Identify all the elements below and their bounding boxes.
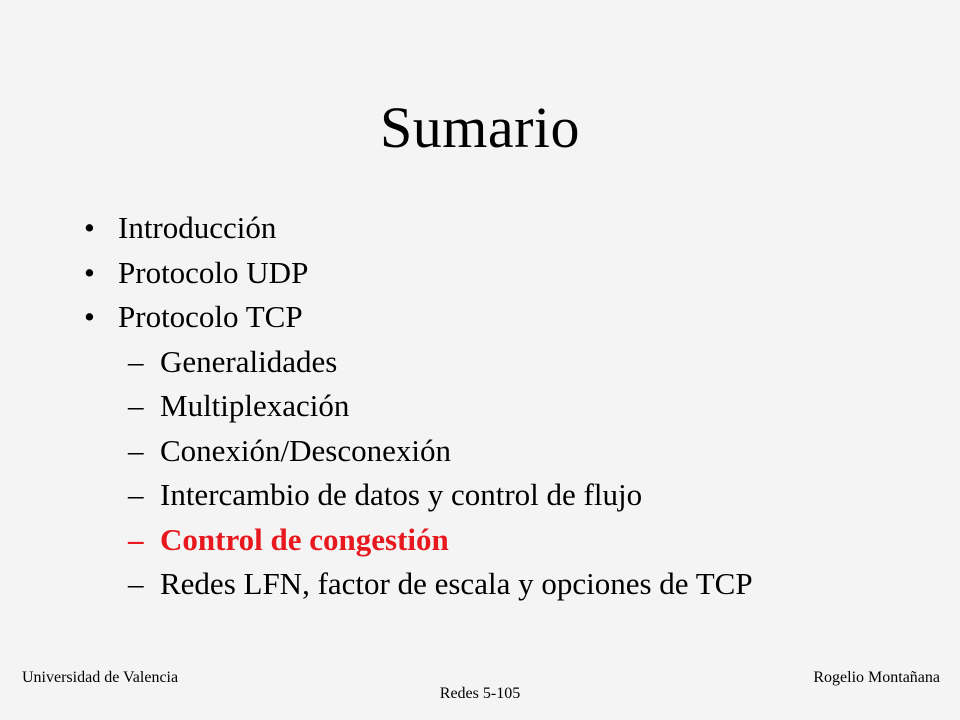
bullet-text: Protocolo UDP (118, 254, 309, 290)
sub-bullet-item (84, 429, 944, 474)
dash-marker: – (128, 343, 144, 379)
bullet-item (84, 206, 944, 251)
bullet-text: Redes LFN, factor de escala y opciones de TCP (160, 566, 753, 601)
sub-bullet-item (84, 473, 944, 518)
dash-marker: – (128, 521, 144, 557)
bullet-marker: • (84, 210, 95, 245)
bullet-text: Generalidades (160, 343, 338, 379)
footer-institution: Universidad de Valencia (22, 669, 179, 686)
bullet-text: Protocolo TCP (118, 299, 303, 334)
sub-bullet-item (84, 384, 944, 429)
bullet-text: Intercambio de datos y control de flujo (160, 477, 643, 512)
sub-bullet-item (84, 562, 944, 607)
bullet-text: Control de congestión (160, 521, 449, 557)
dash-marker: – (128, 566, 144, 601)
bullet-marker: • (84, 254, 95, 290)
bullet-item (84, 295, 944, 340)
bullet-text: Multiplexación (160, 388, 350, 423)
footer-author: Rogelio Montañana (813, 669, 940, 686)
bullet-marker: • (84, 299, 95, 334)
bullet-text: Introducción (118, 210, 277, 245)
dash-marker: – (128, 432, 144, 468)
bullet-item (84, 251, 944, 296)
dash-marker: – (128, 388, 144, 423)
bullet-text: Conexión/Desconexión (160, 432, 452, 468)
bullet-list (84, 206, 944, 607)
sub-bullet-item (84, 518, 944, 563)
dash-marker: – (128, 477, 144, 512)
slide-title: Sumario (379, 95, 581, 160)
sub-bullet-item (84, 340, 944, 385)
footer-page-number: Redes 5-105 (439, 685, 521, 702)
